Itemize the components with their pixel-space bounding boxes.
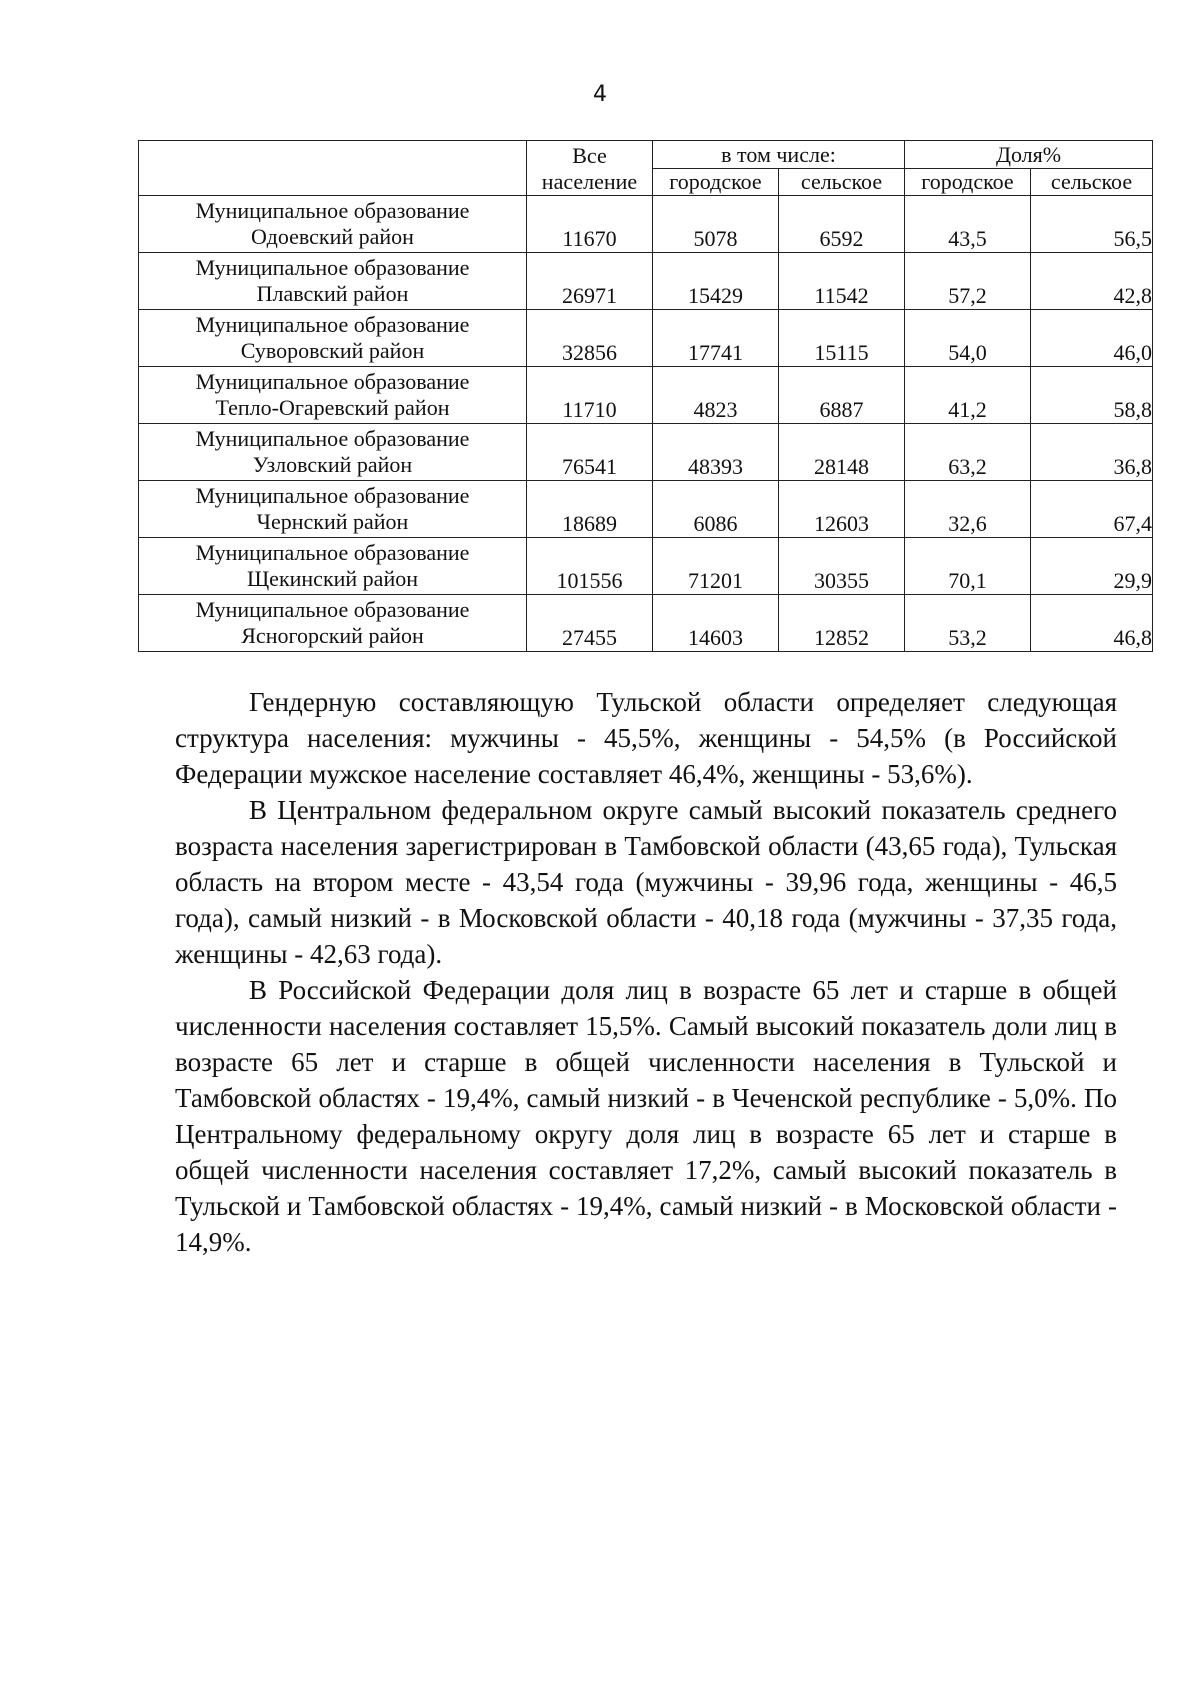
cell-urban: 48393 <box>653 424 779 481</box>
row-name-line1: Муниципальное образование <box>195 369 470 394</box>
cell-share-rural: 29,9 <box>1031 538 1153 595</box>
row-name-line1: Муниципальное образование <box>195 540 470 565</box>
cell-share-urban: 32,6 <box>905 481 1031 538</box>
paragraph-gender: Гендерную составляющую Тульской области определяет следующая структура населения: мужчины - 45,5%, женщины - 54,5% (в Российской Федерации мужское население составляет 46,4%, женщины - 53,6%). <box>175 687 1117 789</box>
cell-rural: 30355 <box>779 538 905 595</box>
row-name <box>139 481 527 538</box>
table-row <box>139 424 1153 481</box>
cell-total: 11710 <box>527 367 653 424</box>
cell-total: 101556 <box>527 538 653 595</box>
cell-share-urban: 43,5 <box>905 196 1031 253</box>
table-row <box>139 595 1153 652</box>
cell-total: 18689 <box>527 481 653 538</box>
header-rural: сельское <box>779 169 905 196</box>
cell-urban: 71201 <box>653 538 779 595</box>
header-share-urban: городское <box>905 169 1031 196</box>
row-name <box>139 538 527 595</box>
row-name-line1: Муниципальное образование <box>195 597 470 622</box>
header-all-line1: Все <box>527 141 653 169</box>
row-name <box>139 424 527 481</box>
cell-share-urban: 54,0 <box>905 310 1031 367</box>
cell-share-rural: 36,8 <box>1031 424 1153 481</box>
cell-share-urban: 63,2 <box>905 424 1031 481</box>
row-name-line2: Тепло-Огаревский район <box>215 395 450 420</box>
cell-rural: 12852 <box>779 595 905 652</box>
row-name <box>139 595 527 652</box>
row-name-line2: Узловский район <box>252 452 413 477</box>
cell-share-rural: 56,5 <box>1031 196 1153 253</box>
row-name-line1: Муниципальное образование <box>195 198 470 223</box>
cell-rural: 28148 <box>779 424 905 481</box>
row-name-line1: Муниципальное образование <box>195 483 470 508</box>
cell-share-rural: 46,8 <box>1031 595 1153 652</box>
table-row <box>139 310 1153 367</box>
table-row <box>139 367 1153 424</box>
table-body <box>139 196 1153 652</box>
cell-share-urban: 57,2 <box>905 253 1031 310</box>
row-name-line2: Суворовский район <box>240 338 425 363</box>
cell-urban: 14603 <box>653 595 779 652</box>
cell-share-rural: 58,8 <box>1031 367 1153 424</box>
cell-urban: 6086 <box>653 481 779 538</box>
body-text <box>175 684 1117 1260</box>
row-name <box>139 253 527 310</box>
cell-share-rural: 42,8 <box>1031 253 1153 310</box>
cell-share-urban: 41,2 <box>905 367 1031 424</box>
row-name-line2: Ясногорский район <box>241 623 424 648</box>
row-name <box>139 196 527 253</box>
cell-rural: 6887 <box>779 367 905 424</box>
row-name <box>139 310 527 367</box>
header-all-line2: население <box>527 169 653 196</box>
table-row <box>139 538 1153 595</box>
header-empty <box>139 141 527 196</box>
row-name-line2: Одоевский район <box>251 224 414 249</box>
cell-rural: 12603 <box>779 481 905 538</box>
row-name-line2: Щекинский район <box>246 566 418 591</box>
paragraph-age: В Центральном федеральном округе самый высокий показатель среднего возраста населения зарегистрирован в Тамбовской области (43,65 года), Тульская область на втором месте - 43,54 года (мужчины - 39,96 года, женщины - 46,5 года), самый низкий - в Московской области - 40,18 года (мужчины - 37,35 года, женщины - 42,63 года). <box>175 795 1117 969</box>
paragraph-65plus: В Российской Федерации доля лиц в возрасте 65 лет и старше в общей численности населения составляет 15,5%. Самый высокий показатель доли лиц в возрасте 65 лет и старше в общей численности населения в Тульской и Тамбовской областях - 19,4%, самый низкий - в Чеченской республике - 5,0%. По Центральному федеральному округу доля лиц в возрасте 65 лет и старше в общей численности населения составляет 17,2%, самый высокий показатель в Тульской и Тамбовской областях - 19,4%, самый низкий - в Московской области - 14,9%. <box>175 975 1117 1257</box>
cell-share-rural: 67,4 <box>1031 481 1153 538</box>
table-row <box>139 481 1153 538</box>
cell-urban: 5078 <box>653 196 779 253</box>
header-share: Доля% <box>905 141 1153 169</box>
table-row <box>139 253 1153 310</box>
row-name-line2: Чернский район <box>256 509 409 534</box>
cell-share-rural: 46,0 <box>1031 310 1153 367</box>
cell-share-urban: 70,1 <box>905 538 1031 595</box>
population-table <box>138 140 1153 652</box>
cell-total: 26971 <box>527 253 653 310</box>
header-share-rural: сельское <box>1031 169 1153 196</box>
cell-total: 27455 <box>527 595 653 652</box>
row-name <box>139 367 527 424</box>
cell-rural: 6592 <box>779 196 905 253</box>
cell-urban: 4823 <box>653 367 779 424</box>
cell-total: 11670 <box>527 196 653 253</box>
row-name-line2: Плавский район <box>256 281 409 306</box>
row-name-line1: Муниципальное образование <box>195 426 470 451</box>
cell-rural: 11542 <box>779 253 905 310</box>
cell-share-urban: 53,2 <box>905 595 1031 652</box>
cell-urban: 15429 <box>653 253 779 310</box>
page-number: 4 <box>593 82 607 107</box>
header-including: в том числе: <box>653 141 905 169</box>
row-name-line1: Муниципальное образование <box>195 255 470 280</box>
cell-total: 32856 <box>527 310 653 367</box>
row-name-line1: Муниципальное образование <box>195 312 470 337</box>
cell-total: 76541 <box>527 424 653 481</box>
table-row <box>139 196 1153 253</box>
cell-urban: 17741 <box>653 310 779 367</box>
header-urban: городское <box>653 169 779 196</box>
cell-rural: 15115 <box>779 310 905 367</box>
